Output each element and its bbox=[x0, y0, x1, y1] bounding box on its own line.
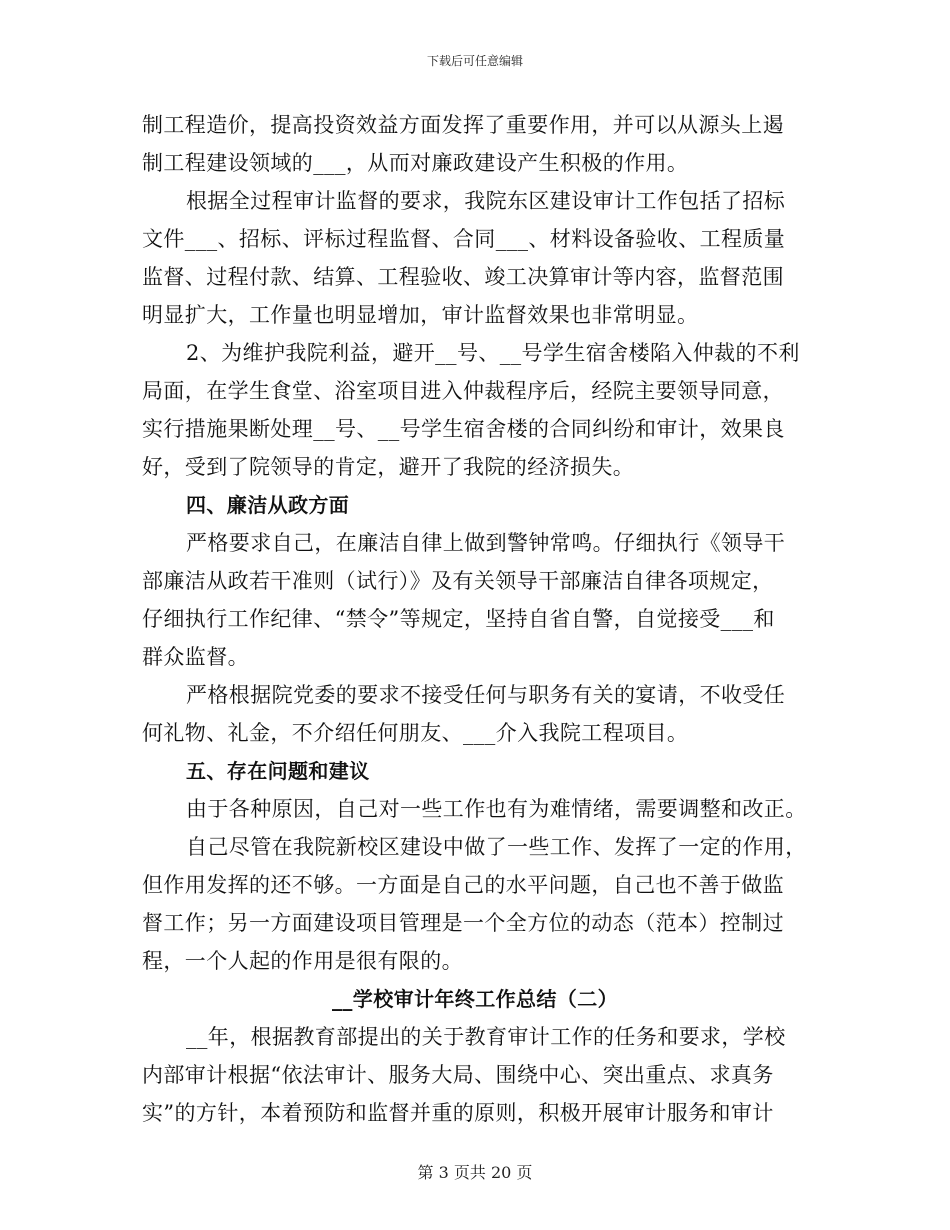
text-line: 明显扩大，工作量也明显增加，审计监督效果也非常明显。 bbox=[142, 303, 699, 327]
paragraph-start-line: 严格根据院党委的要求不接受任何与职务有关的宴请，不收受任 bbox=[186, 683, 786, 707]
text-line: 监督、过程付款、结算、工程验收、竣工决算审计等内容，监督范围 bbox=[142, 265, 784, 289]
text-line: 内部审计根据“依法审计、服务大局、围绕中心、突出重点、求真务 bbox=[142, 1063, 774, 1087]
text-line: 实”的方针，本着预防和监督并重的原则，积极开展审计服务和审计 bbox=[142, 1101, 774, 1125]
text-line: 督工作；另一方面建设项目管理是一个全方位的动态（范本）控制过 bbox=[142, 911, 784, 935]
paragraph-start-line: 严格要求自己，在廉洁自律上做到警钟常鸣。仔细执行《领导干 bbox=[186, 531, 786, 555]
text-line: 制工程造价，提高投资效益方面发挥了重要作用，并可以从源头上遏 bbox=[142, 113, 784, 137]
page-header-note: 下载后可任意编辑 bbox=[426, 54, 523, 68]
text-line: 仔细执行工作纪律、“禁令”等规定，坚持自省自警，自觉接受___和 bbox=[142, 607, 775, 631]
text-line: 何礼物、礼金，不介绍任何朋友、___介入我院工程项目。 bbox=[142, 721, 689, 745]
section-heading: 四、廉洁从政方面 bbox=[186, 493, 350, 517]
text-line: 群众监督。 bbox=[142, 645, 249, 669]
page-number-footer: 第 3 页共 20 页 bbox=[417, 1163, 533, 1182]
paragraph-start-line: 2、为维护我院利益，避开__号、__号学生宿舍楼陷入仲裁的不利 bbox=[186, 341, 800, 365]
paragraph-start-line: 由于各种原因，自己对一些工作也有为难情绪，需要调整和改正。 bbox=[186, 797, 807, 821]
text-line: 但作用发挥的还不够。一方面是自己的水平问题，自己也不善于做监 bbox=[142, 873, 784, 897]
section-heading: 五、存在问题和建议 bbox=[186, 759, 370, 783]
paragraph-start-line: __年，根据教育部提出的关于教育审计工作的任务和要求，学校 bbox=[186, 1025, 786, 1049]
document-body bbox=[142, 106, 808, 1132]
text-line: 局面，在学生食堂、浴室项目进入仲裁程序后，经院主要领导同意， bbox=[142, 379, 784, 403]
text-line: 好，受到了院领导的肯定，避开了我院的经济损失。 bbox=[142, 455, 635, 479]
text-line: 制工程建设领域的___，从而对廉政建设产生积极的作用。 bbox=[142, 151, 689, 175]
text-line: 部廉洁从政若干准则（试行）》及有关领导干部廉洁自律各项规定， bbox=[142, 569, 774, 593]
text-line: 文件___、招标、评标过程监督、合同___、材料设备验收、工程质量 bbox=[142, 227, 786, 251]
text-line: 实行措施果断处理__号、__号学生宿舍楼的合同纠纷和审计，效果良 bbox=[142, 417, 785, 441]
paragraph-start-line: 自己尽管在我院新校区建设中做了一些工作、发挥了一定的作用， bbox=[186, 835, 807, 859]
text-line: 程，一个人起的作用是很有限的。 bbox=[142, 949, 463, 973]
document-title: __学校审计年终工作总结（二） bbox=[332, 987, 618, 1011]
paragraph-start-line: 根据全过程审计监督的要求，我院东区建设审计工作包括了招标 bbox=[186, 189, 786, 213]
